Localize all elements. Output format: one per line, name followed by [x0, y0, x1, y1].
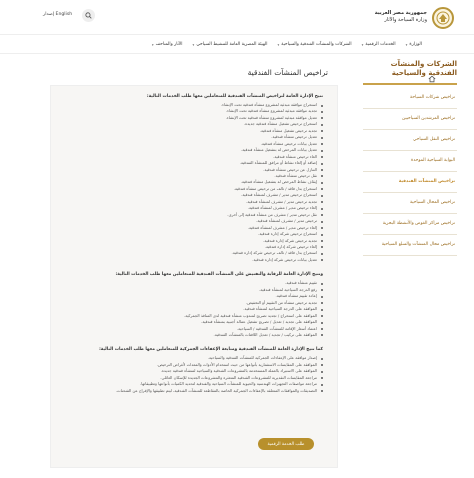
list-item: الموافقة على الدرجة السياحية لمنشأة فندقية. — [61, 306, 323, 312]
nav-item-label: الشركات والمنشآت الفندقية والسياحية — [281, 42, 352, 47]
services-panel — [50, 85, 338, 468]
list-item: استخراج بدل فاقد / تالف من ترخيص منشأة فندقية. — [61, 186, 323, 192]
inspection-service-list — [61, 280, 323, 338]
nav-item-label: الهيئة المصرية العامة للتنشيط السياحي — [196, 42, 268, 47]
list-item: تعديل بيانات المرخص له بتشغيل منشأة فندقية. — [61, 147, 323, 153]
list-item: الموافقة على تجديد / تعديل / تصريح تشغيل عمالة أجنبية بمنشأة فندقية. — [61, 319, 323, 325]
chevron-down-icon: ▾ — [361, 42, 364, 47]
ministry-line-2: وزارة السياحة والآثار — [384, 17, 427, 23]
list-item: تجديد ترخيص منشأة من التقييم أو التخفيض. — [61, 300, 323, 306]
ministry-name — [375, 10, 427, 24]
list-item: اعتماد أسعار الإقامة للمنشآت الفندقية / السياحية. — [61, 326, 323, 332]
top-header — [0, 0, 474, 34]
nav-item-tourism-authority[interactable] — [193, 42, 268, 47]
section-heading-customs: كما تتيح الإدارة العامة للمنشآت الفندقية ومتابعة الإعفاءات الجمركية للمتعاملين معها طلب الخدمات التالية: — [99, 347, 323, 353]
nav-item-digital-services[interactable] — [362, 42, 396, 47]
list-item: التصديقات والموافقات المتعلقة بالإعفاءات الجمركية الخاصة بالمقاطعة للمنشآت الفندقية، ليتم تطبيقها والإفراج عن الشحنات. — [61, 388, 323, 394]
list-item: تعديل بيانات ترخيص منشأة فندقية. — [61, 141, 323, 147]
list-item: رفع الدرجة السياحية لمنشأة فندقية. — [61, 287, 323, 293]
list-item: مراجعة المقايسات التقديرية للمشروعات الفندقية المتعثرة والمشروعات الجديدة للإسكان العائلي. — [61, 375, 323, 381]
eagle-emblem-icon — [436, 11, 450, 25]
nav-item-label: الآثار والمتاحف — [155, 42, 183, 47]
ministry-line-1: جمهورية مصر العربية — [374, 10, 427, 16]
list-item: استخراج ترخيص شركة إدارة فندقية. — [61, 231, 323, 237]
sidebar — [363, 60, 457, 256]
page-title: تراخيص المنشآت الفندقية — [247, 68, 328, 77]
chevron-down-icon: ▾ — [151, 42, 154, 47]
main-content — [50, 60, 338, 468]
nav-item-companies[interactable] — [277, 42, 351, 47]
section-heading-inspection: وتتيح الإدارة العامة للرقابة والتفتيش على المنشآت الفندقية للمتعاملين معها طلب الخدمات التالية: — [115, 272, 323, 278]
list-item: إضافة أو إلغاء نشاط أو مرافق للمنشأة الفندقية. — [61, 160, 323, 166]
list-item: تجديد ترخيص مدير / مشرف لمنشأة فندقية. — [61, 199, 323, 205]
main-nav — [0, 34, 474, 54]
list-item: إلغاء ترخيص مدير / مشرف لمنشأة فندقية. — [61, 225, 323, 231]
nav-item-label: الخدمات الرقمية — [365, 42, 396, 47]
request-digital-service-button[interactable]: طلب الخدمة الرقمية — [258, 438, 314, 450]
sidebar-item-tourist-shops[interactable]: تراخيص المحال السياحية — [363, 193, 457, 214]
list-item: الموافقة على تركيب / تجديد / تعديل اللافتات بالمنشآت الفندقية. — [61, 332, 323, 338]
chevron-down-icon: ▾ — [405, 42, 408, 47]
list-item: الموافقة على استخراج / تجديد تصريح لمندوب منشأة فندقية لدى المنافذ الجمركية. — [61, 313, 323, 319]
list-item: استخراج ترخيص مدير / مشرف لمنشأة فندقية. — [61, 192, 323, 198]
ministry-logo[interactable] — [432, 7, 454, 29]
list-item: ترخيص مدير / مشرف لمنشأة فندقية. — [61, 218, 323, 224]
chevron-down-icon: ▾ — [192, 42, 195, 47]
customs-service-list — [61, 355, 323, 394]
chevron-down-icon: ▾ — [277, 42, 280, 47]
list-item: التنازل عن ترخيص منشأة فندقية. — [61, 167, 323, 173]
search-button[interactable] — [82, 9, 95, 22]
list-item: تجديد ترخيص تشغيل منشأة فندقية. — [61, 128, 323, 134]
sidebar-item-hotel-licenses[interactable]: تراخيص المنشآت الفندقية — [363, 172, 457, 193]
list-item: تجديد ترخيص شركة إدارة فندقية. — [61, 238, 323, 244]
list-item: مراجعة مواصفات التجهيزات الهندسية والحيوية للمنشآت السياحية والفندقية لتحديد الكميات بأنواعها وتطبيقاتها. — [61, 381, 323, 387]
sidebar-title: الشركات والمنشآت الفندقية والسياحية — [363, 60, 457, 85]
list-item: نقل ترخيص منشأة فندقية. — [61, 173, 323, 179]
list-item: إصدار موافقة على الإعفاءات الجمركية للمنشآت الفندقية والسياحية. — [61, 355, 323, 361]
nav-item-ministry[interactable] — [406, 42, 422, 47]
list-item: إعادة تقييم منشأة فندقية. — [61, 293, 323, 299]
list-item: إلغاء ترخيص شركة إدارة فندقية. — [61, 244, 323, 250]
list-item: تعديل بيانات ترخيص شركة إدارة فندقية. — [61, 257, 323, 263]
list-item: تجديد موافقة مبدئية لمشروع منشأة فندقية تحت الإنشاء. — [61, 108, 323, 114]
list-item: تقييم منشأة فندقية. — [61, 280, 323, 286]
list-item: الغاء ترخيص منشأة فندقية. — [61, 154, 323, 160]
language-switch-link[interactable]: English إصدار — [43, 12, 73, 17]
sidebar-item-diving-centers[interactable]: تراخيص مراكز الغوص والأنشطة البحرية — [363, 214, 457, 235]
nav-item-antiquities[interactable] — [152, 42, 183, 47]
sidebar-item-goods-shops[interactable]: تراخيص محال المنشآت والسلع السياحية — [363, 235, 457, 256]
list-item: تعديل موافقة مبدئية لمشروع منشأة فندقية تحت الإنشاء. — [61, 115, 323, 121]
sidebar-item-tourism-companies[interactable]: تراخيص شركات السياحة — [363, 88, 457, 109]
sidebar-item-tour-guides[interactable]: تراخيص المرشدين السياحيين — [363, 109, 457, 130]
list-item: الموافقة على المقايسات الاستثمارية بأنواعها من حيث استخدام الأدوات والمعدات لأغراض الترخيص. — [61, 362, 323, 368]
sidebar-item-tourist-transport[interactable]: تراخيص النقل السياحي — [363, 130, 457, 151]
list-item: الموافقة على الاستيراد بالعملة المستخدمة بالمشروعات الفندقية والسياحية لمنشأة فندقية جديدة. — [61, 368, 323, 374]
search-icon — [85, 12, 92, 19]
nav-list — [0, 35, 474, 54]
section-heading-licenses: تتيح الإدارة العامة لتراخيص المنشآت الفندقية للمتعاملين معها طلب الخدمات التالية: — [146, 94, 323, 99]
list-item: استخراج بدل فاقد / تالف ترخيص شركة إدارة فندقية. — [61, 250, 323, 256]
list-item: استخراج موافقة مبدئية لمشروع منشأة فندقية تحت الإنشاء. — [61, 102, 323, 108]
list-item: إلغاء ترخيص مدير / مشرف لمنشأة فندقية. — [61, 205, 323, 211]
list-item: تعديل ترخيص منشأة فندقية. — [61, 134, 323, 140]
list-item: استخراج ترخيص تشغيل منشأة فندقية جديدة. — [61, 121, 323, 127]
sidebar-item-unified-portal[interactable]: البوابة السياحية الموحدة — [363, 151, 457, 172]
licenses-service-list — [61, 102, 323, 263]
list-item: إيقاف نشاط المرخص له بتشغيل منشأة فندقية. — [61, 179, 323, 185]
list-item: نقل ترخيص مدير / مشرف من منشأة فندقية إلى أخرى. — [61, 212, 323, 218]
nav-item-label: الوزارة — [409, 42, 422, 47]
